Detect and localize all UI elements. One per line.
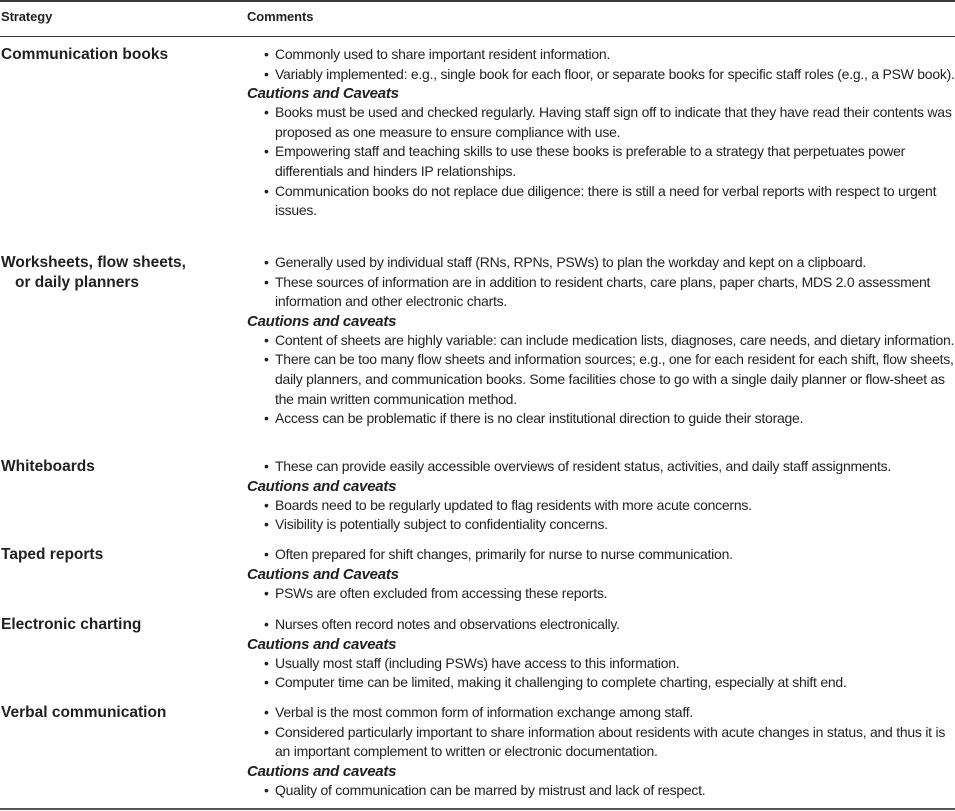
cautions-heading: Cautions and caveats xyxy=(247,762,397,780)
bullet-text: Computer time can be limited, making it challenging to complete charting, especially at shift end. xyxy=(275,674,847,691)
bullet-icon: • xyxy=(264,546,269,562)
bullet-icon: • xyxy=(264,723,269,740)
bullet-text: Nurses often record notes and observations electronically. xyxy=(275,616,620,632)
bullet-icon: • xyxy=(264,351,269,368)
table-bottom-rule xyxy=(0,808,955,810)
bullet-text: Books must be used and checked regularly. Having staff sign off to indicate that they have read their contents was proposed as one measure to ensure compliance with use. xyxy=(275,104,952,140)
strategy-name: Whiteboards xyxy=(1,458,95,475)
bullet-item xyxy=(247,496,955,516)
bullet-item xyxy=(247,654,955,674)
bullet-text: Visibility is potentially subject to confidentiality concerns. xyxy=(275,516,608,533)
bullet-icon: • xyxy=(264,65,269,82)
cautions-heading: Cautions and caveats xyxy=(247,312,397,330)
bullet-icon: • xyxy=(264,781,269,798)
bullet-icon: • xyxy=(264,254,269,270)
table-header-rule xyxy=(0,36,955,37)
bullet-icon: • xyxy=(264,410,269,427)
bullet-text: Access can be problematic if there is no clear institutional direction to guide their storage. xyxy=(275,410,804,427)
bullet-icon: • xyxy=(264,273,269,290)
bullet-icon: • xyxy=(264,46,269,62)
bullet-item xyxy=(247,253,955,273)
bullet-text: Considered particularly important to share information about residents with acute changes in status, and thus it is an important complement to written or electronic documentation. xyxy=(275,723,946,760)
strategy-name: or daily planners xyxy=(15,274,140,291)
comments-cell xyxy=(247,45,955,221)
bullet-item xyxy=(247,142,955,181)
strategy-cell xyxy=(1,45,239,65)
strategy-name: Electronic charting xyxy=(1,616,142,633)
bullet-text: Variably implemented: e.g., single book for each floor, or separate books for specific staff roles (e.g., a PSW book). xyxy=(275,65,955,82)
bullet-text: Usually most staff (including PSWs) have access to this information. xyxy=(275,654,680,671)
strategy-name: Taped reports xyxy=(1,546,104,563)
bullet-icon: • xyxy=(264,584,269,601)
bullet-icon: • xyxy=(264,458,269,474)
bullet-item xyxy=(247,331,955,351)
bullet-item xyxy=(247,515,955,535)
bullet-item xyxy=(247,350,955,409)
bullet-item xyxy=(247,723,955,762)
strategy-cell xyxy=(1,703,239,723)
cautions-heading: Cautions and caveats xyxy=(247,477,397,495)
bullet-item xyxy=(247,615,955,635)
comments-cell xyxy=(247,703,955,800)
bullet-icon: • xyxy=(264,516,269,533)
bullet-icon: • xyxy=(264,616,269,632)
strategy-cell xyxy=(1,253,239,293)
bullet-text: Content of sheets are highly variable: can include medication lists, diagnoses, care needs, and dietary information. xyxy=(275,331,955,348)
comments-cell xyxy=(247,615,955,693)
bullet-icon: • xyxy=(264,104,269,121)
header-strategy: Strategy xyxy=(1,9,53,24)
bullet-item xyxy=(247,409,955,429)
strategy-name: Communication books xyxy=(1,46,169,63)
strategy-cell xyxy=(1,457,239,477)
bullet-icon: • xyxy=(264,496,269,513)
bullet-text: Generally used by individual staff (RNs, RPNs, PSWs) to plan the workday and kept on a clipboard. xyxy=(275,254,867,270)
bullet-text: Often prepared for shift changes, primarily for nurse to nurse communication. xyxy=(275,546,733,562)
cautions-heading: Cautions and Caveats xyxy=(247,85,399,103)
header-comments: Comments xyxy=(247,9,314,24)
bullet-item xyxy=(247,703,955,723)
bullet-item xyxy=(247,65,955,85)
bullet-icon: • xyxy=(264,704,269,720)
bullet-item xyxy=(247,781,955,801)
bullet-item xyxy=(247,673,955,693)
cautions-heading: Cautions and caveats xyxy=(247,635,397,653)
cautions-heading: Cautions and Caveats xyxy=(247,565,399,583)
bullet-text: Quality of communication can be marred by mistrust and lack of respect. xyxy=(275,781,706,798)
bullet-icon: • xyxy=(264,143,269,160)
bullet-text: Empowering staff and teaching skills to use these books is preferable to a strategy that perpetuates power differentials and hinders IP relationships. xyxy=(275,143,906,179)
bullet-text: These can provide easily accessible overviews of resident status, activities, and daily staff assignments. xyxy=(275,458,891,474)
bullet-text: These sources of information are in addition to resident charts, care plans, paper charts, MDS 2.0 assessment information and other electronic charts. xyxy=(275,273,931,310)
bullet-text: Commonly used to share important resident information. xyxy=(275,46,611,62)
strategy-name: Verbal communication xyxy=(1,704,167,721)
strategy-name: Worksheets, flow sheets, xyxy=(1,254,186,271)
bullet-icon: • xyxy=(264,331,269,348)
strategy-cell xyxy=(1,545,239,565)
bullet-text: Communication books do not replace due diligence: there is still a need for verbal reports with respect to urgent issues. xyxy=(275,182,937,219)
bullet-icon: • xyxy=(264,674,269,691)
comments-cell xyxy=(247,545,955,603)
bullet-text: There can be too many flow sheets and information sources; e.g., one for each resident for each shift, flow sheets, daily planners, and communication books. Some facilities chose to go with a single daily planner or flow-sheet as the main written communication method. xyxy=(275,351,954,407)
comments-cell xyxy=(247,253,955,429)
bullet-item xyxy=(247,182,955,221)
bullet-text: Boards need to be regularly updated to flag residents with more acute concerns. xyxy=(275,496,752,513)
bullet-item xyxy=(247,545,955,565)
bullet-icon: • xyxy=(264,182,269,199)
bullet-text: PSWs are often excluded from accessing these reports. xyxy=(275,584,608,601)
bullet-icon: • xyxy=(264,654,269,671)
bullet-text: Verbal is the most common form of information exchange among staff. xyxy=(275,704,693,720)
comments-cell xyxy=(247,457,955,535)
table-header xyxy=(0,2,955,36)
bullet-item xyxy=(247,584,955,604)
strategy-cell xyxy=(1,615,239,635)
bullet-item xyxy=(247,273,955,312)
bullet-item xyxy=(247,45,955,65)
bullet-item xyxy=(247,103,955,142)
bullet-item xyxy=(247,457,955,477)
